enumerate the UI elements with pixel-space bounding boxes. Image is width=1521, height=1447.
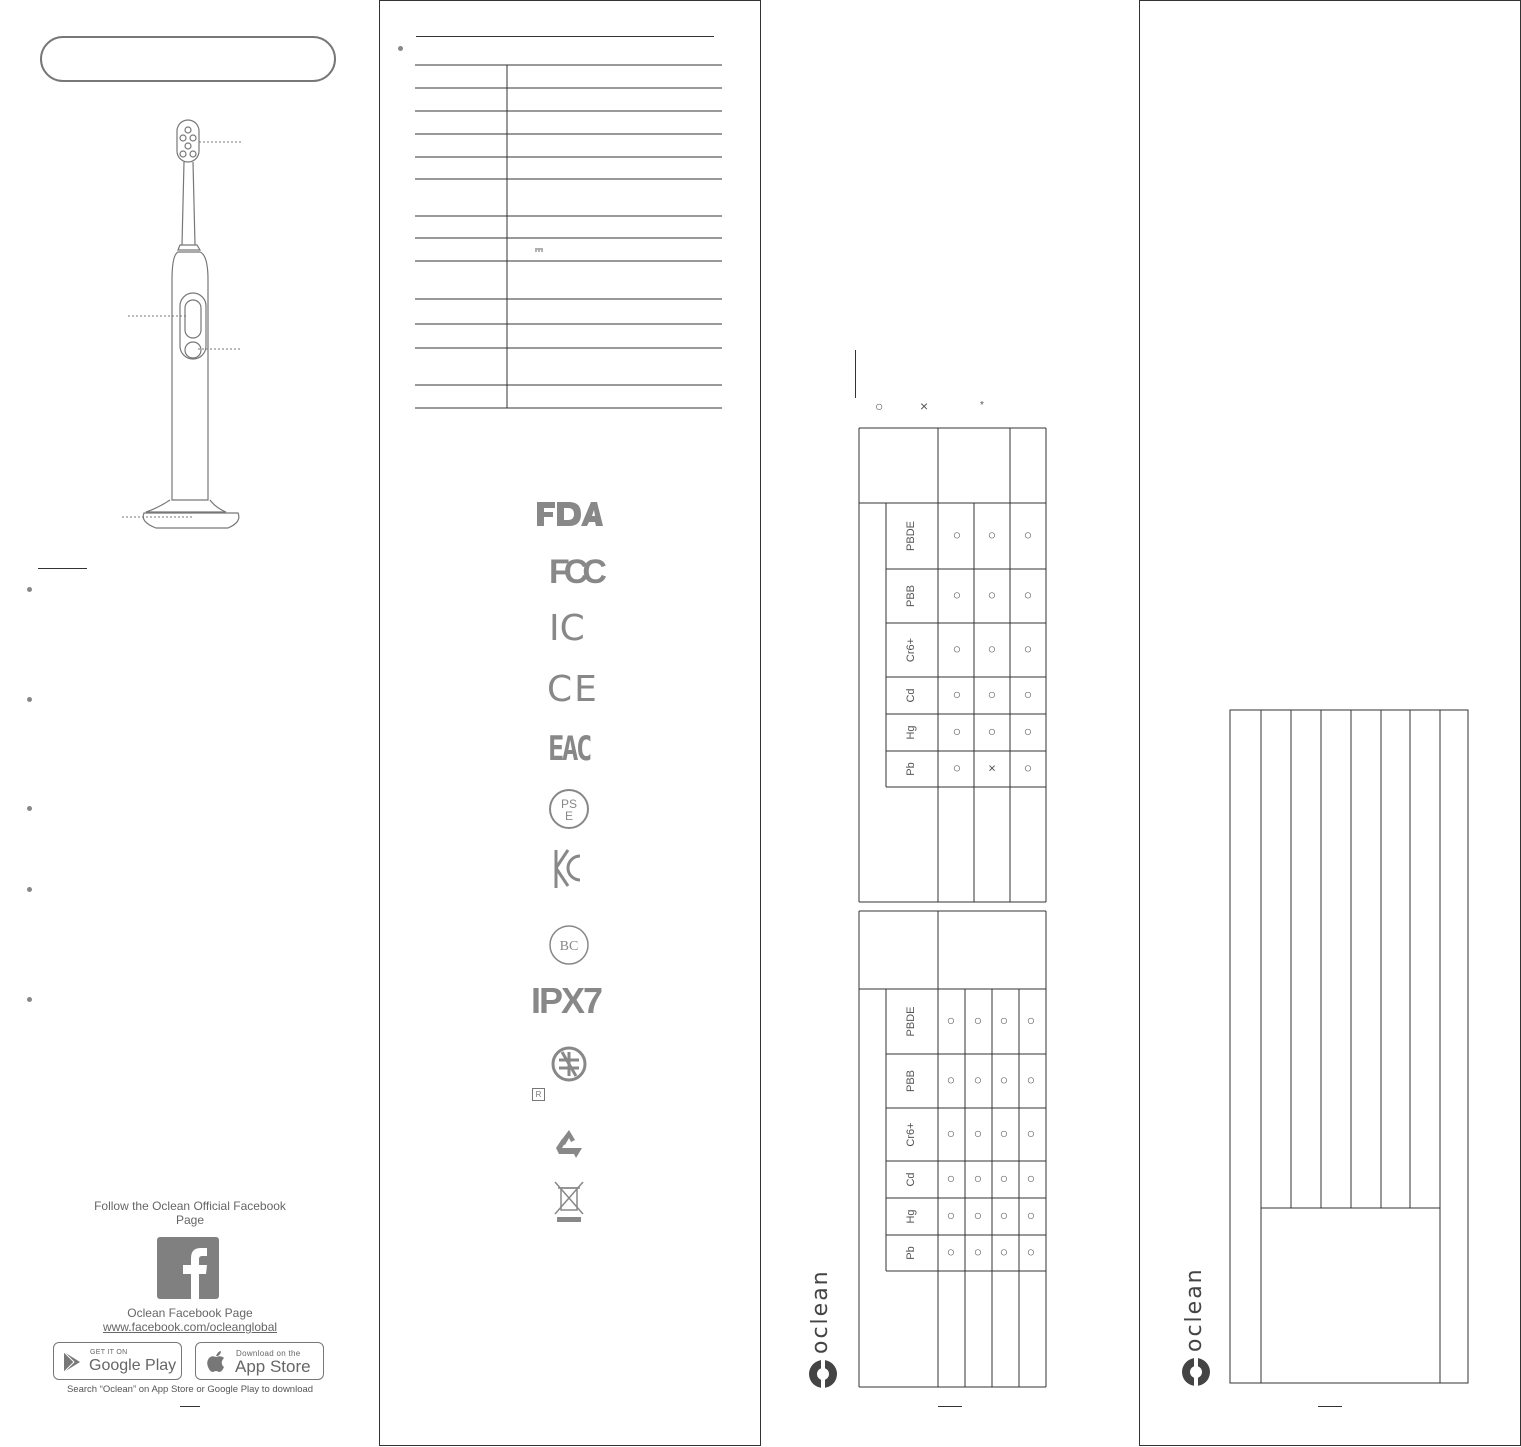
table2-cell: ○ (999, 1243, 1009, 1260)
google-play-big: Google Play (89, 1357, 177, 1374)
table1-cell: ○ (1023, 723, 1033, 740)
table1-cell: ○ (1023, 586, 1033, 603)
bc-mark-text: BC (559, 939, 579, 954)
oclean-logo-icon (1180, 1356, 1212, 1388)
table1-substance-label: PBB (904, 584, 917, 608)
table2-cell: ○ (946, 1012, 956, 1029)
table2-cell: ○ (1026, 1012, 1036, 1029)
table1-cell: ○ (1023, 759, 1033, 776)
table1-cell: ○ (1023, 640, 1033, 657)
pse-mark-text: PS E (560, 797, 578, 823)
table2-cell: ○ (999, 1170, 1009, 1187)
page-number-line (938, 1406, 962, 1407)
table1-cell: ○ (987, 640, 997, 657)
table2-cell: ○ (946, 1207, 956, 1224)
r-box: R (532, 1088, 545, 1101)
table2-cell: ○ (973, 1243, 983, 1260)
fb-page-label: Oclean Facebook Page (127, 1306, 253, 1320)
table1-cell: ○ (952, 586, 962, 603)
table1-cell: ○ (1023, 686, 1033, 703)
table2-cell: ○ (1026, 1170, 1036, 1187)
ic-mark: IC (549, 608, 585, 649)
fcc-mark: FCC (549, 553, 601, 591)
legend-noncompliant: × (920, 398, 929, 414)
google-play-small: GET IT ON (90, 1349, 128, 1356)
table1-substance-label: Cd (904, 688, 917, 703)
oclean-logo-icon (807, 1358, 839, 1390)
table1-cell: ○ (952, 723, 962, 740)
table2-cell: ○ (973, 1207, 983, 1224)
table1-cell: ○ (952, 640, 962, 657)
table2-cell: ○ (973, 1125, 983, 1142)
table2-cell: ○ (946, 1243, 956, 1260)
table1-cell: ○ (987, 586, 997, 603)
table2-cell: ○ (1026, 1243, 1036, 1260)
search-hint: Search “Oclean” on App Store or Google Play to download (66, 1384, 314, 1395)
ipx7-mark: IPX7 (531, 980, 602, 1021)
table2-substance-label: PBB (904, 1069, 917, 1093)
table1-cell: × (988, 760, 996, 776)
table2-substance-label: Cd (904, 1172, 917, 1187)
table2-cell: ○ (999, 1207, 1009, 1224)
table2-cell: ○ (946, 1170, 956, 1187)
table2-cell: ○ (1026, 1071, 1036, 1088)
table2-cell: ○ (973, 1012, 983, 1029)
table2-cell: ○ (973, 1071, 983, 1088)
table2-cell: ○ (973, 1170, 983, 1187)
table2-cell: ○ (999, 1125, 1009, 1142)
app-store-small: Download on the (236, 1349, 301, 1358)
follow-title: Follow the Oclean Official Facebook Page (94, 1199, 286, 1227)
table2-substance-label: PBDE (904, 1006, 917, 1037)
eac-mark: EAC (548, 729, 590, 769)
table1-cell: ○ (952, 526, 962, 543)
panel-4-table (1228, 706, 1472, 1388)
oclean-logo-text: oclean (1182, 1267, 1207, 1352)
table1-substance-label: PBDE (904, 521, 917, 551)
table2-substance-label: Pb (904, 1246, 917, 1260)
table2-cell: ○ (946, 1071, 956, 1088)
table1-cell: ○ (952, 759, 962, 776)
table1-cell: ○ (987, 686, 997, 703)
table1-cell: ○ (952, 686, 962, 703)
table2-substance-label: Hg (904, 1209, 917, 1224)
table1-substance-label: Cr6+ (904, 637, 917, 663)
table2-cell: ○ (1026, 1125, 1036, 1142)
fb-url-link[interactable]: www.facebook.com/ocleanglobal (102, 1320, 278, 1334)
table1-substance-label: Pb (904, 762, 917, 776)
table2-cell: ○ (999, 1012, 1009, 1029)
table2-substance-label: Cr6+ (904, 1122, 917, 1147)
table1-cell: ○ (987, 526, 997, 543)
table2-cell: ○ (999, 1071, 1009, 1088)
table2-cell: ○ (1026, 1207, 1036, 1224)
table1-cell: ○ (1023, 526, 1033, 543)
app-store-big: App Store (235, 1357, 311, 1376)
table1-cell: ○ (987, 723, 997, 740)
legend-note: * (980, 400, 984, 411)
table2-cell: ○ (946, 1125, 956, 1142)
oclean-logo-text: oclean (808, 1269, 833, 1354)
table1-substance-label: Hg (904, 725, 917, 740)
ce-mark: CE (547, 669, 599, 710)
legend-compliant: ○ (875, 398, 884, 414)
page-number-line (1318, 1406, 1342, 1407)
